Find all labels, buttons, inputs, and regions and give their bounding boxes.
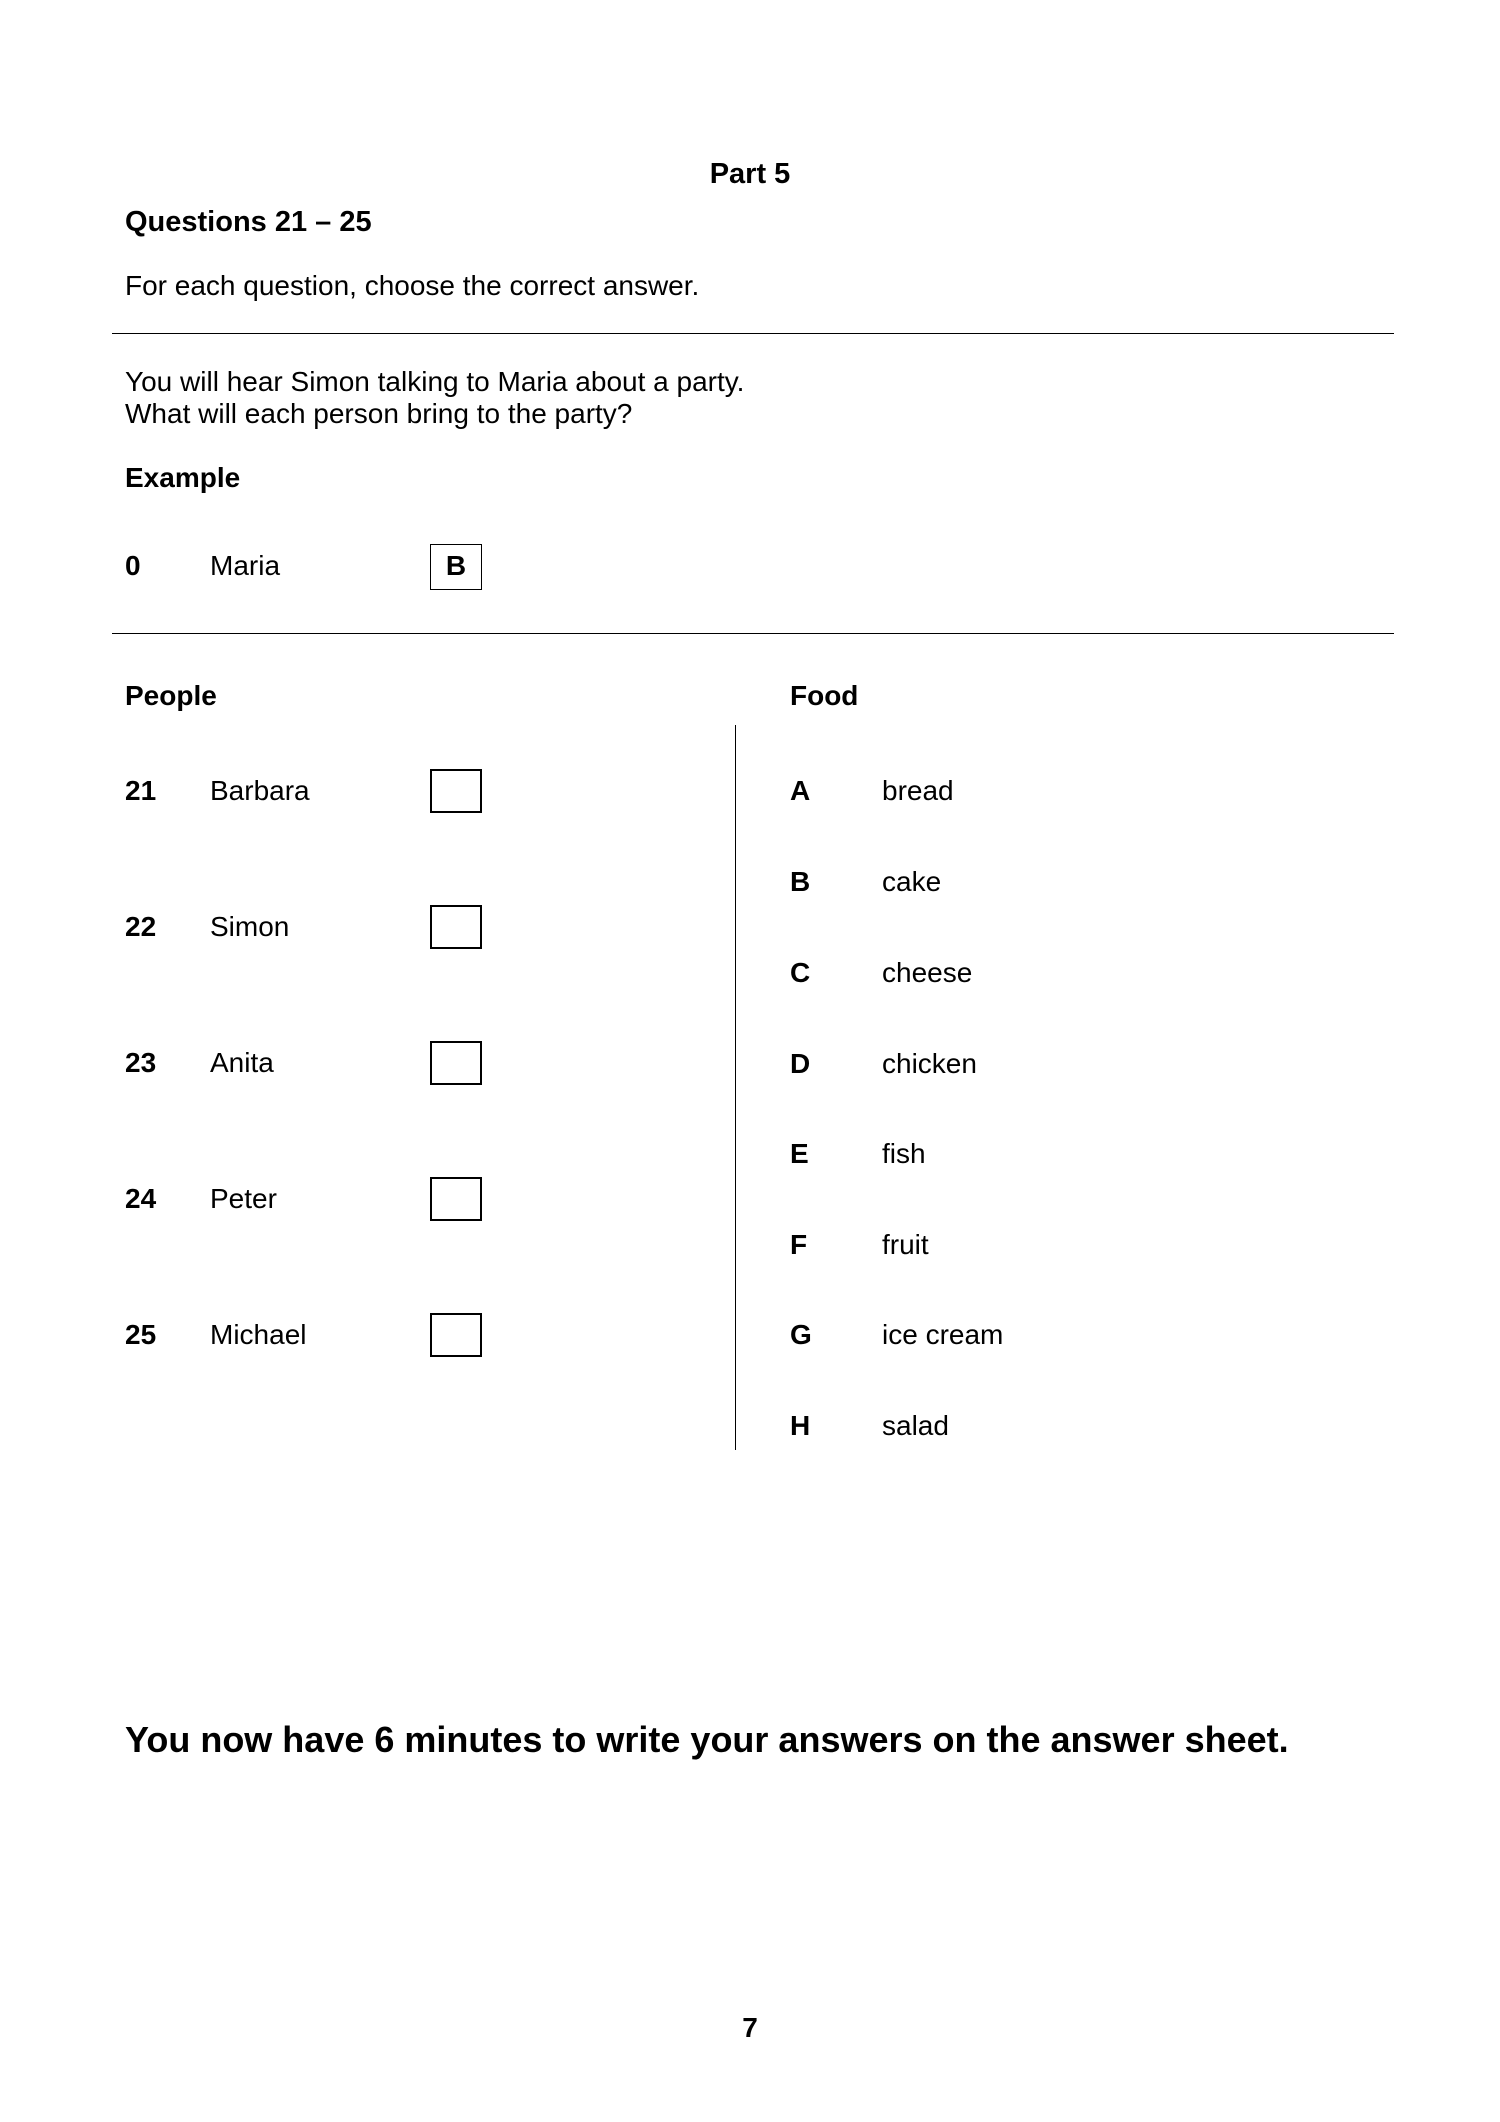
- context-line-1: You will hear Simon talking to Maria about a party.: [125, 366, 745, 397]
- food-letter: E: [790, 1138, 809, 1169]
- food-letter: A: [790, 775, 811, 806]
- answer-box-21[interactable]: [430, 769, 482, 813]
- question-number: 22: [125, 911, 157, 942]
- column-divider: [735, 725, 736, 1450]
- food-letter: D: [790, 1048, 811, 1079]
- example-heading: Example: [125, 462, 241, 493]
- food-name: chicken: [882, 1048, 977, 1079]
- question-number: 24: [125, 1183, 157, 1214]
- person-name: Simon: [210, 911, 290, 942]
- divider-top: [112, 333, 1394, 334]
- food-name: fish: [882, 1138, 926, 1169]
- example-number: 0: [125, 550, 141, 581]
- answer-box-23[interactable]: [430, 1041, 482, 1085]
- food-name: salad: [882, 1410, 949, 1441]
- page-number: 7: [742, 2012, 758, 2043]
- answer-box-25[interactable]: [430, 1313, 482, 1357]
- food-name: cake: [882, 866, 942, 897]
- person-name: Barbara: [210, 775, 310, 806]
- example-answer-box: B: [430, 544, 482, 590]
- context-line-2: What will each person bring to the party?: [125, 398, 633, 429]
- food-heading: Food: [790, 680, 859, 711]
- food-letter: F: [790, 1229, 808, 1260]
- food-letter: H: [790, 1410, 811, 1441]
- people-heading: People: [125, 680, 217, 711]
- part-title: Part 5: [709, 158, 791, 190]
- food-letter: C: [790, 957, 811, 988]
- food-name: cheese: [882, 957, 973, 988]
- person-name: Michael: [210, 1319, 307, 1350]
- example-name: Maria: [210, 550, 281, 581]
- answer-box-24[interactable]: [430, 1177, 482, 1221]
- answer-box-22[interactable]: [430, 905, 482, 949]
- question-number: 25: [125, 1319, 157, 1350]
- question-number: 23: [125, 1047, 157, 1078]
- instruction-text: For each question, choose the correct answer.: [125, 270, 700, 301]
- food-name: fruit: [882, 1229, 929, 1260]
- questions-range: Questions 21 – 25: [125, 206, 372, 238]
- divider-bottom: [112, 633, 1394, 634]
- food-name: bread: [882, 775, 954, 806]
- question-number: 21: [125, 775, 157, 806]
- person-name: Anita: [210, 1047, 274, 1078]
- final-instruction: You now have 6 minutes to write your answers on the answer sheet.: [125, 1719, 1289, 1760]
- food-letter: B: [790, 866, 811, 897]
- person-name: Peter: [210, 1183, 277, 1214]
- food-name: ice cream: [882, 1319, 1004, 1350]
- food-letter: G: [790, 1319, 812, 1350]
